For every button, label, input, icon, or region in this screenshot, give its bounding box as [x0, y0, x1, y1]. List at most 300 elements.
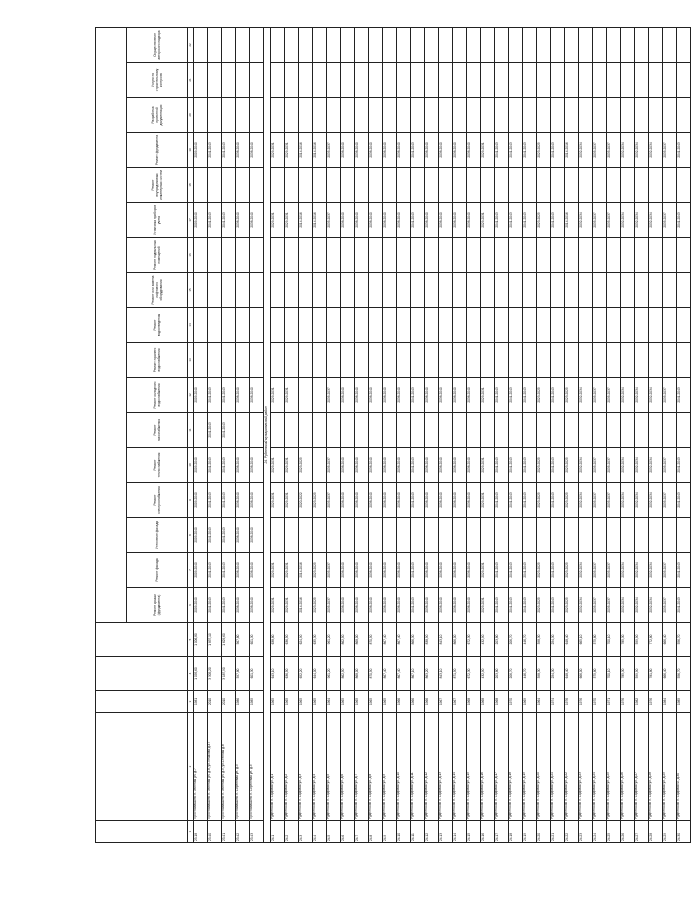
- row-period: 2041-2043: [208, 203, 222, 238]
- row-period: 2041-2043: [495, 133, 509, 168]
- row-period: 2041-2043: [495, 378, 509, 413]
- row-period: 2041-2043: [523, 378, 537, 413]
- column-index: 1: [188, 821, 194, 843]
- row-period: [481, 168, 495, 203]
- row-period: [299, 308, 313, 343]
- row-period: 2029-2031: [271, 553, 285, 588]
- row-period: [593, 238, 607, 273]
- header-work-12: Установка приборов учета: [127, 203, 188, 238]
- row-period: [551, 273, 565, 308]
- row-period: [467, 168, 481, 203]
- row-period: [439, 168, 453, 203]
- row-period: 2035-2037: [593, 588, 607, 623]
- row-period: [236, 27, 250, 62]
- column-index: 14: [188, 308, 194, 343]
- table-row: [439, 27, 453, 842]
- row-period: [250, 63, 264, 98]
- row-period: [537, 63, 551, 98]
- row-living-area: 254,30: [551, 623, 565, 657]
- row-period: [649, 63, 663, 98]
- row-period: 2029-2031: [481, 483, 495, 518]
- row-period: [250, 27, 264, 62]
- row-period: [467, 413, 481, 448]
- row-period: [467, 63, 481, 98]
- row-period: 2023-2025: [537, 588, 551, 623]
- row-period: 2014-2016: [299, 553, 313, 588]
- row-period: [383, 98, 397, 133]
- row-period: [313, 413, 327, 448]
- row-period: [677, 27, 691, 62]
- column-index: 22: [188, 27, 194, 62]
- table-row: [313, 27, 327, 842]
- row-total-area: 643,10: [271, 657, 285, 691]
- row-period: [537, 343, 551, 378]
- row-period: 2038-2040: [425, 378, 439, 413]
- row-address: Рудненский п. Садовая ул. д.23: [579, 713, 593, 821]
- row-living-area: 1 837,10: [208, 623, 222, 657]
- row-total-area: 870,50: [369, 657, 383, 691]
- row-number: 24.16: [481, 821, 495, 843]
- row-period: 2038-2040: [236, 483, 250, 518]
- row-period: 2035-2037: [607, 133, 621, 168]
- row-period: 2041-2043: [509, 553, 523, 588]
- row-address: Рудненский п. Садовая ул. д.8: [369, 713, 383, 821]
- row-period: [453, 308, 467, 343]
- row-period: 2041-2043: [495, 448, 509, 483]
- row-period: 2014-2016: [313, 133, 327, 168]
- row-period: 2038-2040: [467, 203, 481, 238]
- row-period: 2009-2040: [194, 203, 208, 238]
- row-period: 2038-2040: [467, 588, 481, 623]
- row-period: [523, 518, 537, 553]
- row-period: [509, 98, 523, 133]
- row-period: [537, 273, 551, 308]
- row-period: 2038-2040: [397, 483, 411, 518]
- row-period: 2023-2025: [299, 448, 313, 483]
- row-period: 2009-2040: [194, 483, 208, 518]
- row-year: 1984: [663, 691, 677, 713]
- row-living-area: 867,40: [397, 623, 411, 657]
- row-period: [621, 518, 635, 553]
- row-period: [635, 273, 649, 308]
- row-living-area: 843,10: [439, 623, 453, 657]
- row-period: 2032-2034: [621, 553, 635, 588]
- row-period: 2038-2040: [383, 133, 397, 168]
- column-index: 13: [188, 343, 194, 378]
- row-period: [271, 518, 285, 553]
- row-period: [453, 273, 467, 308]
- row-number: 24.22: [565, 821, 579, 843]
- table-row: [481, 27, 495, 842]
- row-period: 2038-2040: [439, 203, 453, 238]
- row-period: 2032-2034: [621, 588, 635, 623]
- row-period: 2041-2043: [222, 413, 236, 448]
- row-period: 2029-2031: [285, 588, 299, 623]
- row-total-area: 432,90: [481, 657, 495, 691]
- table-row: [467, 27, 481, 842]
- row-period: [621, 168, 635, 203]
- row-period: [607, 63, 621, 98]
- row-period: [467, 518, 481, 553]
- row-period: [593, 273, 607, 308]
- row-period: [222, 308, 236, 343]
- row-period: [649, 238, 663, 273]
- row-period: [222, 238, 236, 273]
- row-period: [495, 273, 509, 308]
- row-period: [285, 343, 299, 378]
- table-row: [565, 27, 579, 842]
- row-total-area: 375,80: [593, 657, 607, 691]
- column-index: 21: [188, 63, 194, 98]
- header-year: [96, 691, 188, 713]
- row-period: [649, 413, 663, 448]
- row-period: 2023-2025: [313, 483, 327, 518]
- row-period: 2041-2043: [208, 448, 222, 483]
- row-period: 2038-2040: [425, 553, 439, 588]
- row-period: 2038-2040: [250, 518, 264, 553]
- row-year: 1982: [635, 691, 649, 713]
- row-period: 2038-2040: [467, 553, 481, 588]
- column-index: 3: [188, 691, 194, 713]
- row-period: 2038-2040: [236, 448, 250, 483]
- row-period: 2032-2034: [579, 378, 593, 413]
- row-period: 2041-2043: [551, 588, 565, 623]
- row-period: [495, 63, 509, 98]
- row-period: [369, 98, 383, 133]
- row-period: [509, 413, 523, 448]
- row-period: [341, 273, 355, 308]
- row-period: [397, 343, 411, 378]
- row-period: [236, 238, 250, 273]
- row-period: [509, 238, 523, 273]
- row-period: 2035-2037: [607, 588, 621, 623]
- row-period: [369, 308, 383, 343]
- row-period: [383, 27, 397, 62]
- row-period: 2041-2043: [222, 203, 236, 238]
- row-number: 24.19: [523, 821, 537, 843]
- table-row: [271, 27, 285, 842]
- row-number: 24.11: [411, 821, 425, 843]
- row-period: 2035-2037: [607, 203, 621, 238]
- row-year: 2010: [208, 691, 222, 713]
- row-period: 2038-2040: [355, 203, 369, 238]
- row-period: [551, 343, 565, 378]
- row-period: [425, 98, 439, 133]
- row-period: [397, 168, 411, 203]
- row-period: [194, 168, 208, 203]
- header-work-17: Осуществление авторского надзора: [127, 27, 188, 62]
- row-period: [649, 518, 663, 553]
- row-living-area: 772,80: [649, 623, 663, 657]
- row-address: Рудненский п. Садовая ул. д.10: [397, 713, 411, 821]
- row-period: [467, 343, 481, 378]
- row-period: 2029-2031: [481, 553, 495, 588]
- row-period: [635, 308, 649, 343]
- row-period: [523, 238, 537, 273]
- row-period: [621, 238, 635, 273]
- row-period: 2041-2043: [208, 413, 222, 448]
- row-period: 2032-2034: [579, 133, 593, 168]
- row-period: 2035-2037: [593, 448, 607, 483]
- row-period: [621, 273, 635, 308]
- row-period: [341, 98, 355, 133]
- row-period: 2038-2040: [467, 483, 481, 518]
- row-period: 2032-2034: [635, 133, 649, 168]
- row-period: [355, 168, 369, 203]
- row-year: 1965: [341, 691, 355, 713]
- row-period: [313, 63, 327, 98]
- row-period: 2009-2040: [194, 378, 208, 413]
- row-living-area: 635,30: [313, 623, 327, 657]
- row-period: [194, 238, 208, 273]
- row-address: Рудненский п. Садовая ul. д.30: [677, 713, 691, 821]
- row-period: [607, 273, 621, 308]
- row-period: [236, 343, 250, 378]
- row-period: [425, 63, 439, 98]
- row-year: 1965: [285, 691, 299, 713]
- row-period: [285, 518, 299, 553]
- row-address: Рудненский п. Садовая ул. д.11: [411, 713, 425, 821]
- table-row: [411, 27, 425, 842]
- row-living-area: 648,40: [565, 623, 579, 657]
- row-period: [439, 413, 453, 448]
- row-period: [537, 413, 551, 448]
- row-year: 1965: [383, 691, 397, 713]
- row-living-area: 838,90: [425, 623, 439, 657]
- header-work-14: Ремонт фундамента: [127, 133, 188, 168]
- row-period: [579, 343, 593, 378]
- row-total-area: 666,00: [579, 657, 593, 691]
- header-work-2: Ремонт фасада: [127, 553, 188, 588]
- row-period: [383, 238, 397, 273]
- row-period: [236, 273, 250, 308]
- row-living-area: 862,50: [341, 623, 355, 657]
- row-period: 2035-2037: [593, 133, 607, 168]
- row-period: [537, 308, 551, 343]
- row-period: 2038-2040: [341, 553, 355, 588]
- row-number: 23.42: [236, 821, 250, 843]
- row-number: 23.18: [194, 821, 208, 843]
- row-total-area: 556,70: [677, 657, 691, 691]
- row-total-area: 785,30: [621, 657, 635, 691]
- row-number: 24.4: [313, 821, 327, 843]
- row-total-area: 1 095,60: [194, 657, 208, 691]
- row-period: [313, 518, 327, 553]
- row-period: 2041-2043: [677, 483, 691, 518]
- row-period: [453, 98, 467, 133]
- row-address: Рудненский п. Садовая ул. д.3: [299, 713, 313, 821]
- row-period: 2038-2040: [250, 588, 264, 623]
- row-period: 2032-2034: [649, 203, 663, 238]
- row-period: 2038-2040: [383, 203, 397, 238]
- row-number: 24.10: [397, 821, 411, 843]
- row-period: 2041-2043: [411, 553, 425, 588]
- row-period: 2032-2034: [579, 483, 593, 518]
- row-living-area: 700,10: [607, 623, 621, 657]
- row-period: 2032-2034: [649, 588, 663, 623]
- row-period: [383, 63, 397, 98]
- table-row: [495, 27, 509, 842]
- row-period: 2038-2040: [341, 378, 355, 413]
- row-period: 2041-2043: [222, 133, 236, 168]
- row-period: 2029-2031: [271, 378, 285, 413]
- row-period: [341, 308, 355, 343]
- row-year: 1985: [677, 691, 691, 713]
- table-row: [593, 27, 607, 842]
- row-period: [677, 98, 691, 133]
- row-period: 2032-2034: [649, 553, 663, 588]
- row-period: [509, 343, 523, 378]
- row-period: [439, 27, 453, 62]
- row-period: [509, 518, 523, 553]
- row-period: [411, 238, 425, 273]
- row-period: [565, 273, 579, 308]
- row-period: [677, 413, 691, 448]
- row-period: [523, 308, 537, 343]
- row-address: Рудненский п. Садовая ул. д.9: [383, 713, 397, 821]
- row-period: 2041-2043: [208, 133, 222, 168]
- row-number: 24.25: [607, 821, 621, 843]
- table-row: [425, 27, 439, 842]
- header-work-5: Ремонт теплоснабжения: [127, 448, 188, 483]
- row-number: 24.20: [537, 821, 551, 843]
- row-number: 24.8: [369, 821, 383, 843]
- row-period: [425, 308, 439, 343]
- row-address: Рудненский п. Садовая ул. д.26: [621, 713, 635, 821]
- row-total-area: 599,90: [635, 657, 649, 691]
- row-period: 2038-2040: [341, 203, 355, 238]
- row-period: 2009-2040: [194, 133, 208, 168]
- row-period: [495, 343, 509, 378]
- row-year: 1976: [579, 691, 593, 713]
- row-period: [236, 98, 250, 133]
- row-period: [208, 63, 222, 98]
- table-row: [621, 27, 635, 842]
- row-period: 2038-2040: [341, 448, 355, 483]
- row-period: 2041-2043: [551, 553, 565, 588]
- row-period: [327, 413, 341, 448]
- row-period: [523, 98, 537, 133]
- table-row: [677, 27, 691, 842]
- row-period: [271, 273, 285, 308]
- row-living-area: 599,90: [635, 623, 649, 657]
- row-period: [593, 98, 607, 133]
- row-period: 2032-2034: [621, 483, 635, 518]
- table-row: [327, 27, 341, 842]
- row-number: 24.26: [621, 821, 635, 843]
- row-period: [369, 343, 383, 378]
- row-period: 2041-2043: [523, 133, 537, 168]
- row-period: [453, 413, 467, 448]
- row-period: [509, 273, 523, 308]
- row-period: [607, 343, 621, 378]
- row-period: [425, 343, 439, 378]
- row-period: [677, 63, 691, 98]
- row-period: [551, 413, 565, 448]
- row-period: 2041-2043: [411, 203, 425, 238]
- row-period: [271, 238, 285, 273]
- row-period: 2041-2043: [551, 133, 565, 168]
- table-row: [341, 27, 355, 842]
- row-period: [341, 413, 355, 448]
- row-living-area: 866,30: [411, 623, 425, 657]
- row-period: 2038-2040: [439, 378, 453, 413]
- row-period: 2014-2016: [565, 203, 579, 238]
- row-period: 2035-2037: [327, 553, 341, 588]
- row-period: [236, 63, 250, 98]
- row-period: 2032-2034: [579, 588, 593, 623]
- row-period: 2038-2040: [383, 483, 397, 518]
- row-period: 2041-2043: [509, 588, 523, 623]
- row-address: Рудненский п. Садовая ул. д.21: [551, 713, 565, 821]
- column-index: 17: [188, 203, 194, 238]
- header-work-1: Ремонт крыши (фундамента): [127, 588, 188, 623]
- row-period: [327, 63, 341, 98]
- row-period: 2041-2043: [411, 448, 425, 483]
- row-period: [593, 168, 607, 203]
- row-period: 2038-2040: [250, 378, 264, 413]
- row-period: [495, 308, 509, 343]
- row-period: [635, 343, 649, 378]
- row-period: [579, 308, 593, 343]
- row-period: 2038-2040: [383, 588, 397, 623]
- row-period: [621, 27, 635, 62]
- row-number: 24.7: [355, 821, 369, 843]
- row-total-area: 3 187,90: [222, 657, 236, 691]
- row-period: [453, 343, 467, 378]
- row-total-area: 652,20: [299, 657, 313, 691]
- row-total-area: 867,40: [397, 657, 411, 691]
- row-period: [439, 273, 453, 308]
- row-period: [355, 27, 369, 62]
- row-period: 2020-2022: [299, 483, 313, 518]
- row-period: [635, 63, 649, 98]
- row-period: [621, 63, 635, 98]
- row-period: 2029-2031: [285, 483, 299, 518]
- row-period: [495, 518, 509, 553]
- row-period: [509, 63, 523, 98]
- row-period: [663, 63, 677, 98]
- table-row: [383, 27, 397, 842]
- row-total-area: 867,10: [411, 657, 425, 691]
- row-period: 2038-2040: [355, 483, 369, 518]
- row-period: [649, 273, 663, 308]
- row-period: 2023-2025: [565, 378, 579, 413]
- row-period: [327, 238, 341, 273]
- row-period: 2029-2031: [271, 133, 285, 168]
- row-period: [383, 343, 397, 378]
- table-row: [663, 27, 677, 842]
- row-period: [285, 413, 299, 448]
- repair-schedule-table: [95, 27, 691, 843]
- row-number: 23.41: [222, 821, 236, 843]
- row-period: 2032-2034: [621, 378, 635, 413]
- row-year: 1971: [607, 691, 621, 713]
- row-period: 2014-2016: [299, 588, 313, 623]
- row-total-area: 843,10: [439, 657, 453, 691]
- row-number: 24.12: [425, 821, 439, 843]
- row-period: [677, 238, 691, 273]
- row-period: [537, 98, 551, 133]
- row-period: 2038-2040: [369, 448, 383, 483]
- row-total-area: 867,40: [383, 657, 397, 691]
- row-period: [649, 308, 663, 343]
- row-number: 23.40: [208, 821, 222, 843]
- row-period: 2041-2043: [509, 448, 523, 483]
- row-period: [467, 98, 481, 133]
- row-period: [285, 238, 299, 273]
- row-period: 2041-2043: [677, 378, 691, 413]
